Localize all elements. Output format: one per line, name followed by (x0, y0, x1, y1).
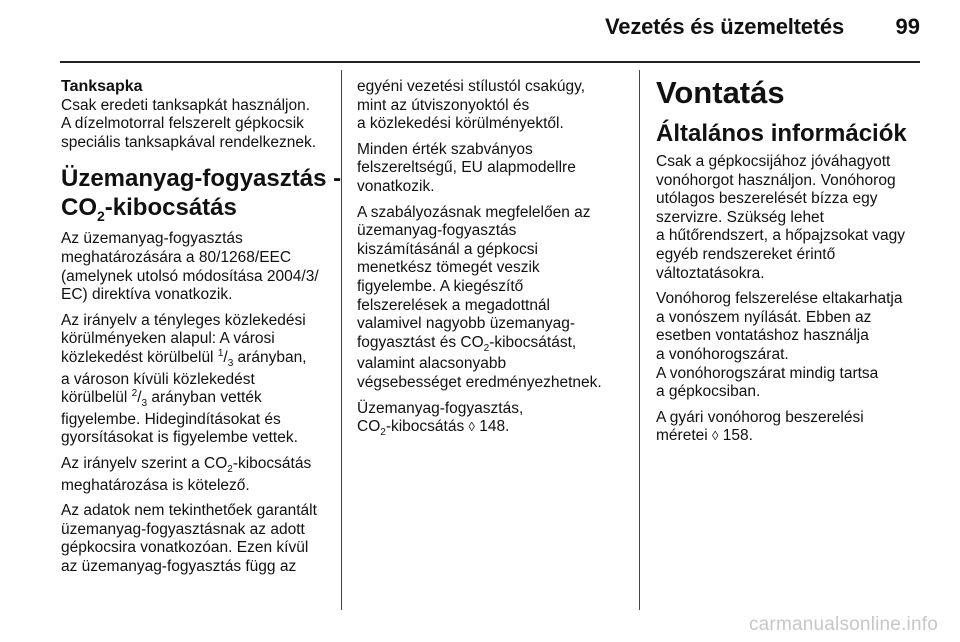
text-line: kiszámításánál a gépkocsi (357, 240, 538, 258)
heading-rest: -kibocsátás (104, 194, 237, 222)
text-line: speciális tanksapkával rendelkeznek. (61, 133, 317, 151)
heading-line: Üzemanyag-fogyasztás - (61, 165, 342, 193)
text-line: egyéb rendszereket érintő (656, 245, 836, 263)
text-line: A szabályozásnak megfelelően az (357, 203, 591, 221)
text-line: meghatározása is kötelező. (61, 476, 250, 494)
paragraph (61, 312, 333, 448)
text-fragment: CO (357, 418, 381, 436)
paragraph (357, 141, 625, 197)
text-fragment: közlekedést körülbelül (61, 348, 218, 366)
text-line: végsebességet eredményezhetnek. (357, 373, 602, 391)
section-heading-fuel-consumption (61, 164, 342, 225)
column-divider-2 (639, 70, 640, 610)
text-fragment: -kibocsátás (385, 418, 469, 436)
text-line: Az üzemanyag-fogyasztás (61, 230, 243, 248)
running-title: Vezetés és üzemeltetés (605, 14, 844, 39)
paragraph (61, 455, 333, 495)
text-line: a gépkocsiban. (656, 383, 761, 401)
text-fragment: arányban vették (147, 389, 262, 407)
subscript: 2 (227, 464, 233, 475)
text-line: vonóhorgot használjon. Vonóhorog (656, 171, 896, 189)
text-line: Minden érték szabványos (357, 140, 533, 158)
text-line: A gyári vonóhorog beszerelési (656, 408, 864, 426)
text-line: a vonószem nyílását. Ebben az (656, 308, 872, 326)
fraction-numerator: 2 (131, 387, 138, 399)
text-line: az üzemanyag-fogyasztás függ az (61, 557, 297, 575)
paragraph (656, 290, 926, 402)
text-line: valamint alacsonyabb (357, 355, 507, 373)
text-line: Az irányelv a tényleges közlekedési (61, 311, 306, 329)
fraction-slash: / (223, 348, 228, 366)
subscript: 2 (483, 342, 490, 354)
text-line: (amelynek utolsó módosítása 2004/3/ (61, 267, 319, 285)
text-line: egyéni vezetési stílustól csakúgy, (357, 78, 586, 95)
text-line: Vonóhorog felszerelése eltakarhatja (656, 290, 903, 308)
text-line: menetkész tömegét veszik (357, 259, 540, 277)
text-line: gyorsításokat is figyelembe vettek. (61, 429, 298, 447)
text-line: a városon kívüli közlekedést (61, 370, 255, 388)
chapter-heading-vontatas: Vontatás (656, 75, 785, 110)
text-line: vonatkozik. (357, 177, 435, 195)
text-line (357, 334, 625, 353)
text-line: valamivel nagyobb üzemanyag- (357, 315, 575, 333)
paragraph (61, 502, 333, 576)
text-line: körülményeken alapul: A városi (61, 330, 275, 348)
text-fragment: körülbelül (61, 389, 132, 407)
heading-line (61, 193, 333, 225)
text-line: mint az útviszonyoktól és (357, 96, 530, 114)
header-divider (60, 61, 920, 63)
page-reference[interactable]: 158. (718, 427, 753, 445)
text-line (357, 418, 625, 437)
section-heading-tanksapka: Tanksapka (61, 78, 143, 95)
page-reference-icon: ◊ (468, 419, 475, 435)
column-divider-1 (341, 70, 342, 610)
text-fragment: arányban, (233, 348, 307, 366)
text-line: a vonóhorogszárat. (656, 345, 789, 363)
text-line: a közlekedési körülményektől. (357, 115, 564, 133)
page-reference-icon: ◊ (712, 428, 719, 444)
text-line: üzemanyag-fogyasztás (357, 222, 517, 240)
subscript: 2 (380, 427, 386, 439)
text-line: Üzemanyag-fogyasztás, (357, 399, 524, 417)
text-line: Az adatok nem tekinthetőek garantált (61, 502, 317, 520)
text-line (61, 349, 333, 368)
text-line: A vonóhorogszárat mindig tartsa (656, 364, 879, 382)
page-number: 99 (895, 14, 920, 39)
text-line: utólagos beszerelését bízza egy (656, 190, 878, 208)
watermark: carmanualsonline.info (748, 614, 938, 635)
paragraph (61, 230, 333, 304)
text-line: felszereltségű, EU alapmodellre (357, 159, 576, 177)
text-line: a hűtőrendszert, a hőpajzsokat vagy (656, 227, 906, 245)
fraction-slash: / (137, 389, 142, 407)
text-line: meghatározására a 80/1268/EEC (61, 248, 292, 266)
text-fragment: Az irányelv szerint a CO (61, 454, 228, 472)
text-line: gépkocsira vonatkozóan. Ezen kívül (61, 539, 309, 557)
text-line: figyelembe. A kiegészítő (357, 277, 524, 295)
column-3 (656, 75, 926, 453)
paragraph (357, 78, 625, 134)
cross-reference (656, 409, 926, 446)
text-fragment: -kibocsátást, (489, 333, 577, 351)
text-line: Csak a gépkocsijához jóváhagyott (656, 153, 891, 170)
text-line: figyelembe. Hidegindításokat és (61, 410, 281, 428)
fraction-denominator: 3 (141, 398, 148, 410)
subscript: 2 (97, 208, 105, 225)
text-line: felszerelések a megadottnál (357, 296, 551, 314)
page-header (0, 0, 960, 62)
column-1 (61, 78, 342, 583)
cross-reference (357, 400, 625, 437)
text-fragment: méretei (656, 427, 712, 445)
text-line: változtatásokra. (656, 264, 765, 282)
text-line: EC) direktíva vonatkozik. (61, 286, 233, 304)
text-fragment: -kibocsátás (232, 454, 312, 472)
paragraph (656, 153, 926, 283)
text-line: esetben vontatáshoz használja (656, 327, 869, 345)
text-line: szervizre. Szükség lehet (656, 208, 824, 226)
text-line: A dízelmotorral felszerelt gépkocsik (61, 115, 304, 133)
column-2 (357, 78, 625, 444)
text-line (656, 427, 926, 446)
text-fragment: fogyasztást és CO (357, 333, 484, 351)
text-line: üzemanyag-fogyasztásnak az adott (61, 520, 305, 538)
paragraph-tanksapka (61, 97, 333, 153)
text-line: Csak eredeti tanksapkát használjon. (61, 96, 311, 114)
fraction-numerator: 1 (217, 347, 224, 359)
text-line (61, 389, 333, 408)
text-line (61, 455, 333, 474)
paragraph (357, 204, 625, 393)
section-heading-altalanos: Általános információk (656, 120, 907, 147)
fraction-denominator: 3 (227, 358, 234, 370)
page-reference[interactable]: 148. (474, 418, 510, 436)
heading-co: CO (61, 194, 97, 222)
